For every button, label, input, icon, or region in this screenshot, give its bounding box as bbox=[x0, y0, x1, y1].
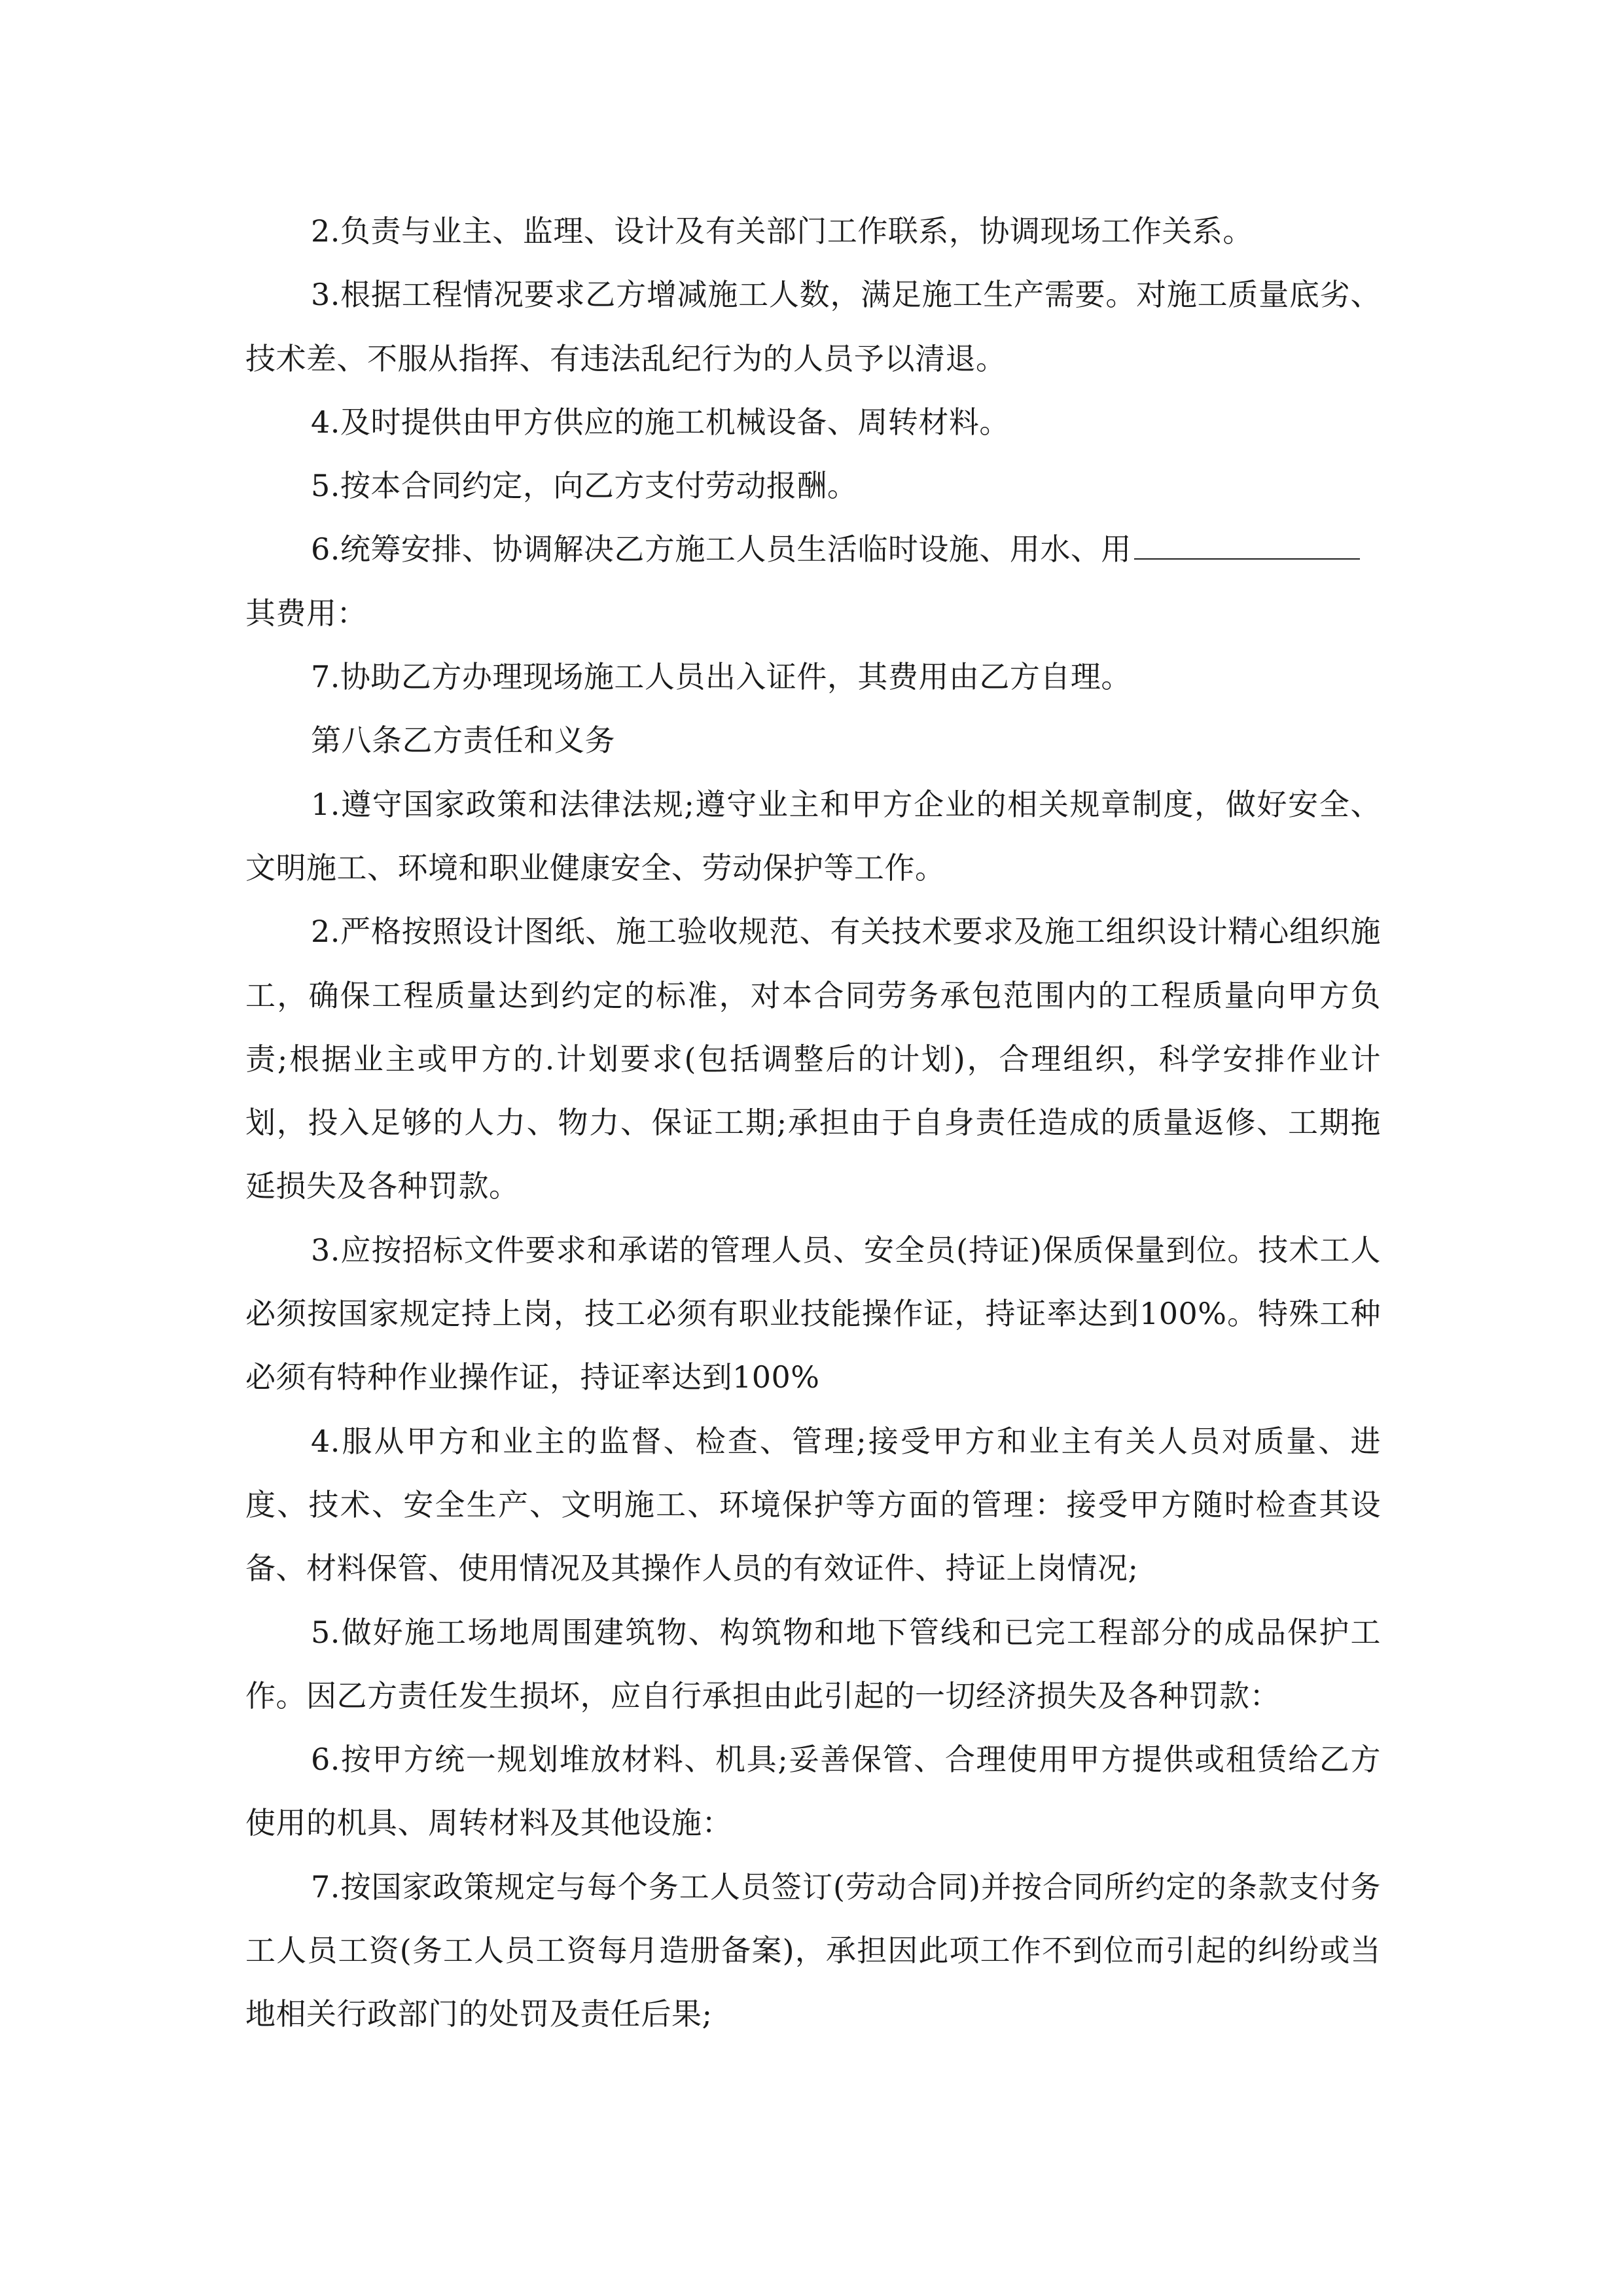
document-body bbox=[245, 200, 1381, 2047]
paragraph-5-text: 6.统筹安排、协调解决乙方施工人员生活临时设施、用水、用 bbox=[311, 531, 1132, 567]
fill-in-blank bbox=[1134, 539, 1360, 560]
paragraph-11: 5.做好施工场地周围建筑物、构筑物和地下管线和已完工程部分的成品保护工作。因乙方责任发生损坏，应自行承担由此引起的一切经济损失及各种罚款： bbox=[245, 1614, 1381, 1713]
article-8-heading: 第八条乙方责任和义务 bbox=[311, 723, 615, 759]
paragraph-10: 4.服从甲方和业主的监督、检查、管理;接受甲方和业主有关人员对质量、进度、技术、安全生产、文明施工、环境保护等方面的管理：接受甲方随时检查其设备、材料保管、使用情况及其操作人员的有效证件、持证上岗情况; bbox=[245, 1423, 1381, 1587]
paragraph-13: 7.按国家政策规定与每个务工人员签订(劳动合同)并按合同所约定的条款支付务工人员工资(务工人员工资每月造册备案)，承担因此项工作不到位而引起的纠纷或当地相关行政部门的处罚及责任后果; bbox=[245, 1869, 1381, 2032]
paragraph-5-continuation: 其费用： bbox=[245, 595, 367, 631]
paragraph-3: 4.及时提供由甲方供应的施工机械设备、周转材料。 bbox=[311, 404, 1010, 440]
paragraph-9: 3.应按招标文件要求和承诺的管理人员、安全员(持证)保质保量到位。技术工人必须按国家规定持上岗，技工必须有职业技能操作证，持证率达到100%。特殊工种必须有特种作业操作证，持证率达到100% bbox=[245, 1232, 1381, 1395]
paragraph-2: 3.根据工程情况要求乙方增减施工人数，满足施工生产需要。对施工质量底劣、技术差、不服从指挥、有违法乱纪行为的人员予以清退。 bbox=[245, 277, 1381, 376]
paragraph-4: 5.按本合同约定，向乙方支付劳动报酬。 bbox=[311, 468, 858, 504]
paragraph-6: 7.协助乙方办理现场施工人员出入证件，其费用由乙方自理。 bbox=[311, 659, 1132, 695]
paragraph-8: 2.严格按照设计图纸、施工验收规范、有关技术要求及施工组织设计精心组织施工，确保工程质量达到约定的标准，对本合同劳务承包范围内的工程质量向甲方负责;根据业主或甲方的.计划要求(包括调整后的计划)，合理组织，科学安排作业计划，投入足够的人力、物力、保证工期;承担由于自身责任造成的质量返修、工期拖延损失及各种罚款。 bbox=[245, 914, 1381, 1204]
paragraph-5 bbox=[245, 518, 1381, 581]
paragraph-7: 1.遵守国家政策和法律法规;遵守业主和甲方企业的相关规章制度，做好安全、文明施工、环境和职业健康安全、劳动保护等工作。 bbox=[245, 786, 1381, 886]
paragraph-12: 6.按甲方统一规划堆放材料、机具;妥善保管、合理使用甲方提供或租赁给乙方使用的机具、周转材料及其他设施： bbox=[245, 1742, 1381, 1841]
paragraph-1: 2.负责与业主、监理、设计及有关部门工作联系，协调现场工作关系。 bbox=[311, 213, 1253, 249]
